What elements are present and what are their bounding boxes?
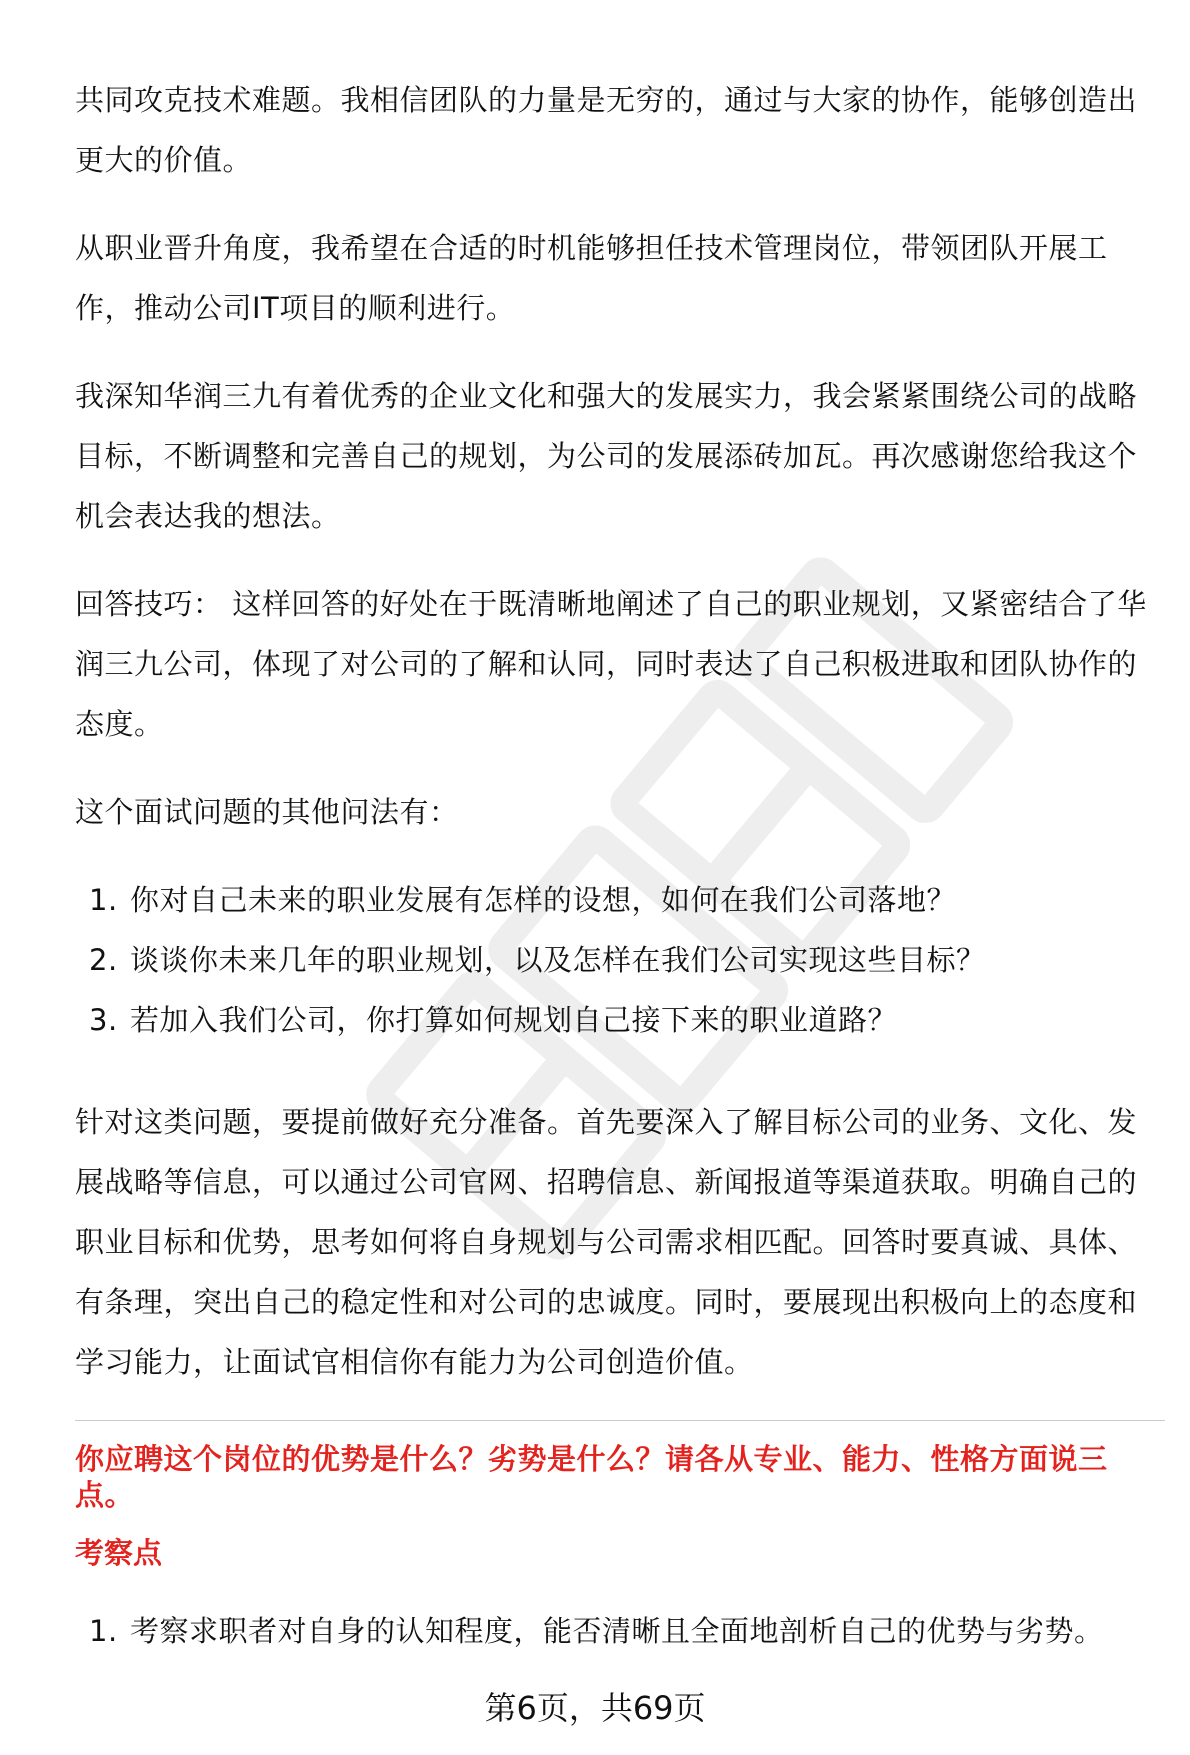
list-item-number: 1. [89,883,118,917]
list-item-text: 谈谈你未来几年的职业规划，以及怎样在我们公司实现这些目标？ [130,943,986,977]
list-item-number: 1. [89,1614,118,1648]
paragraph-preparation-advice: 针对这类问题，要提前做好充分准备。首先要深入了解目标公司的业务、文化、发展战略等信息，可以通过公司官网、招聘信息、新闻报道等渠道获取。明确自己的职业目标和优势，思考如何将自身规划与公司需求相匹配。回答时要真诚、具体、有条理，突出自己的稳定性和对公司的忠诚度。同时，要展现出积极向上的态度和学习能力，让面试官相信你有能力为公司创造价值。 [75,1105,1138,1379]
list-item-text: 考察求职者对自身的认知程度，能否清晰且全面地剖析自己的优势与劣势。 [130,1614,1104,1648]
paragraph-answer-tips: 回答技巧： 这样回答的好处在于既清晰地阐述了自己的职业规划，又紧密结合了华润三九公司，体现了对公司的了解和认同，同时表达了自己积极进取和团队协作的态度。 [75,587,1147,741]
list-item-number: 3. [89,1003,118,1037]
list-item [75,930,1165,990]
paragraph-company-goals: 我深知华润三九有着优秀的企业文化和强大的发展实力，我会紧紧围绕公司的战略目标，不断调整和完善自己的规划，为公司的发展添砖加瓦。再次感谢您给我这个机会表达我的想法。 [75,379,1138,533]
list-item-text: 若加入我们公司，你打算如何规划自己接下来的职业道路？ [130,1003,898,1037]
list-item [75,990,1165,1050]
list-item-text: 你对自己未来的职业发展有怎样的设想，如何在我们公司落地？ [130,883,957,917]
main-content [75,70,1165,1703]
other-questions-list [75,870,1165,1050]
assessment-points-list [75,1601,1165,1661]
assessment-points-heading: 考察点 [75,1536,163,1570]
list-item [75,870,1165,930]
list-item-number: 2. [89,943,118,977]
page-number: 第6页，共69页 [484,1689,706,1727]
paragraph-other-questions-intro: 这个面试问题的其他问法有： [75,795,459,829]
list-item [75,1601,1165,1661]
paragraph-teamwork: 共同攻克技术难题。我相信团队的力量是无穷的，通过与大家的协作，能够创造出更大的价值。 [75,83,1138,177]
paragraph-promotion: 从职业晋升角度，我希望在合适的时机能够担任技术管理岗位，带领团队开展工作，推动公司IT项目的顺利进行。 [75,231,1108,325]
question-heading: 你应聘这个岗位的优势是什么？劣势是什么？请各从专业、能力、性格方面说三点。 [75,1442,1108,1512]
section-divider [75,1420,1165,1421]
